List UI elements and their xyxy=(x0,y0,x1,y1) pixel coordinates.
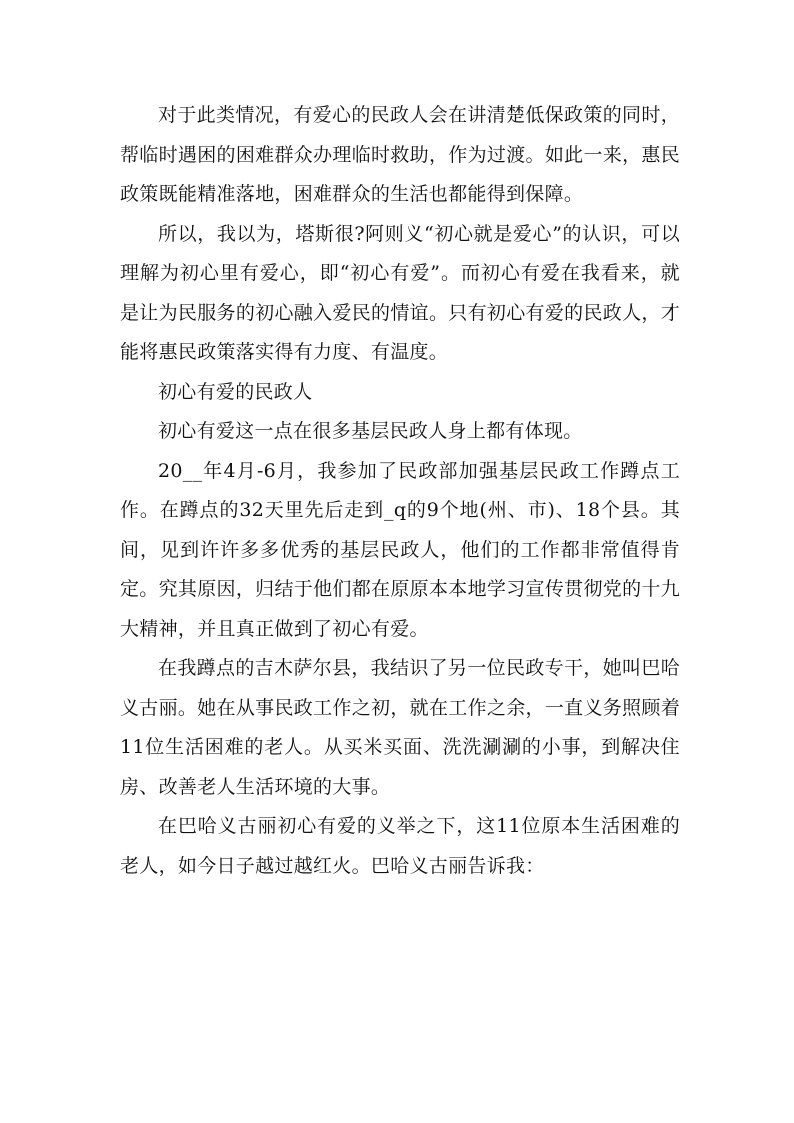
paragraph-1: 对于此类情况，有爱心的民政人会在讲清楚低保政策的同时，帮临时遇困的困难群众办理临时救助，作为过渡。如此一来，惠民政策既能精准落地，困难群众的生活也都能得到保障。 xyxy=(120,104,680,205)
section-heading: 初心有爱的民政人 xyxy=(158,380,313,403)
paragraph-5: 在我蹲点的吉木萨尔县，我结识了另一位民政专干，她叫巴哈义古丽。她在从事民政工作之初，就在工作之余，一直义务照顾着11位生活困难的老人。从买米买面、洗洗涮涮的小事，到解决住房、改善老人生活环境的大事。 xyxy=(120,657,680,798)
document-body xyxy=(120,96,680,886)
paragraph-3: 初心有爱这一点在很多基层民政人身上都有体现。 xyxy=(158,420,583,442)
paragraph-6: 在巴哈义古丽初心有爱的义举之下，这11位原本生活困难的老人，如今日子越过越红火。巴哈义古丽告诉我： xyxy=(120,815,680,877)
paragraph-4: 20__年4月-6月，我参加了民政部加强基层民政工作蹲点工作。在蹲点的32天里先后走到_q的9个地(州、市)、18个县。其间，见到许许多多优秀的基层民政人，他们的工作都非常值得肯定。究其原因，归结于他们都在原原本本地学习宣传贯彻党的十九大精神，并且真正做到了初心有爱。 xyxy=(120,459,680,640)
paragraph-2: 所以，我以为，塔斯很?阿则义“初心就是爱心”的认识，可以理解为初心里有爱心，即“初心有爱”。而初心有爱在我看来，就是让为民服务的初心融入爱民的情谊。只有初心有爱的民政人，才能将惠民政策落实得有力度、有温度。 xyxy=(120,222,680,363)
